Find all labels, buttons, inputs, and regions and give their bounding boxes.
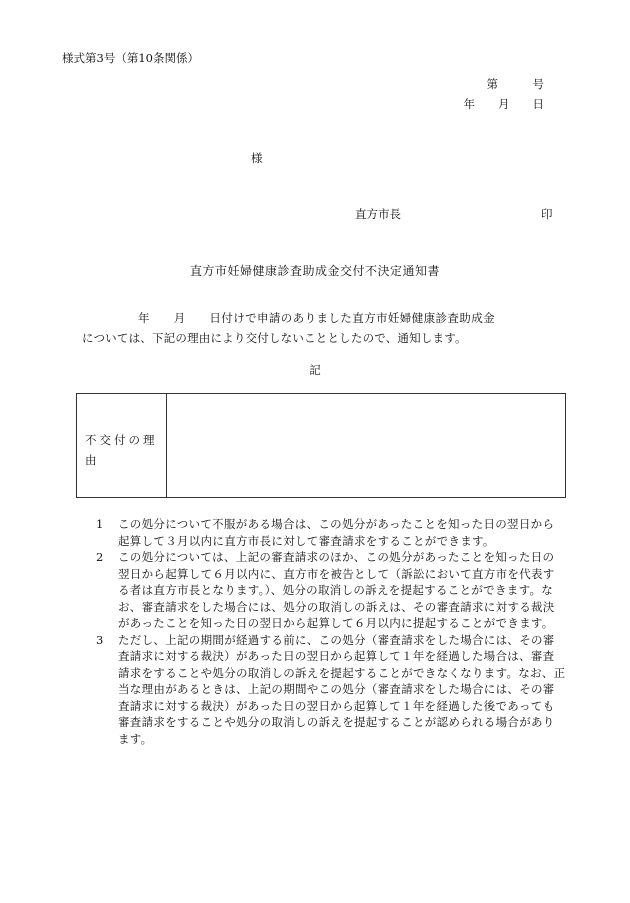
note-text: ただし、上記の期間が経過する前に、この処分（審査請求をした場合には、その審査請求に対する裁決）があった日の翌日から起算して１年を経過した場合は、審査請求をすることや処分の取消しの訴えを提起することができなくなります。なお、正当な理由があるときは、上記の期間やこの処分（審査請求をした場合には、その審査請求に対する裁決）があった日の翌日から起算して１年を経過した後であっても審査請求をすることや処分の取消しの訴えを提起することが認められる場合があります。: [118, 632, 566, 746]
note-text: この処分については、上記の審査請求のほか、この処分があったことを知った日の翌日から起算して６月以内に、直方市を被告として（訴訟において直方市を代表する者は直方市長となります。）、処分の取消しの訴えを提起することができます。なお、審査請求をした場合には、処分の取消しの訴えは、その審査請求に対する裁決があったことを知った日の翌日から起算して６月以内に提起することができます。: [118, 550, 555, 630]
addressee-honorific: 様: [251, 151, 263, 165]
note-number: 3: [96, 632, 104, 647]
ki-label: 記: [309, 363, 321, 377]
body-line-2: については、下記の理由により交付しないこととしたので、通知します。: [82, 331, 467, 345]
doc-number: 第 号: [486, 77, 544, 91]
doc-number-date-block: [464, 74, 545, 114]
issuer-title: 直方市長: [355, 207, 401, 221]
note-text: この処分について不服がある場合は、この処分があったことを知った日の翌日から起算して３月以内に直方市長に対して審査請求をすることができます。: [118, 517, 555, 548]
reason-table: [76, 393, 566, 498]
note-item: [96, 516, 566, 549]
note-number: 1: [96, 517, 104, 531]
body-paragraph: [82, 308, 566, 348]
seal-mark: 印: [541, 207, 553, 221]
note-number: 2: [96, 550, 104, 564]
note-item: [96, 549, 566, 632]
reason-value-cell: [167, 394, 565, 497]
issue-date: 年 月 日: [463, 97, 544, 111]
document-title: 直方市妊婦健康診査助成金交付不決定通知書: [189, 264, 440, 278]
notes-list: [96, 516, 566, 747]
body-line-1: 年 月 日付けで申請のありました直方市妊婦健康診査助成金: [138, 311, 495, 325]
note-item: [96, 632, 566, 748]
reason-label: 不交付の理由: [77, 394, 167, 497]
form-number: 様式第3号（第10条関係）: [62, 51, 199, 65]
